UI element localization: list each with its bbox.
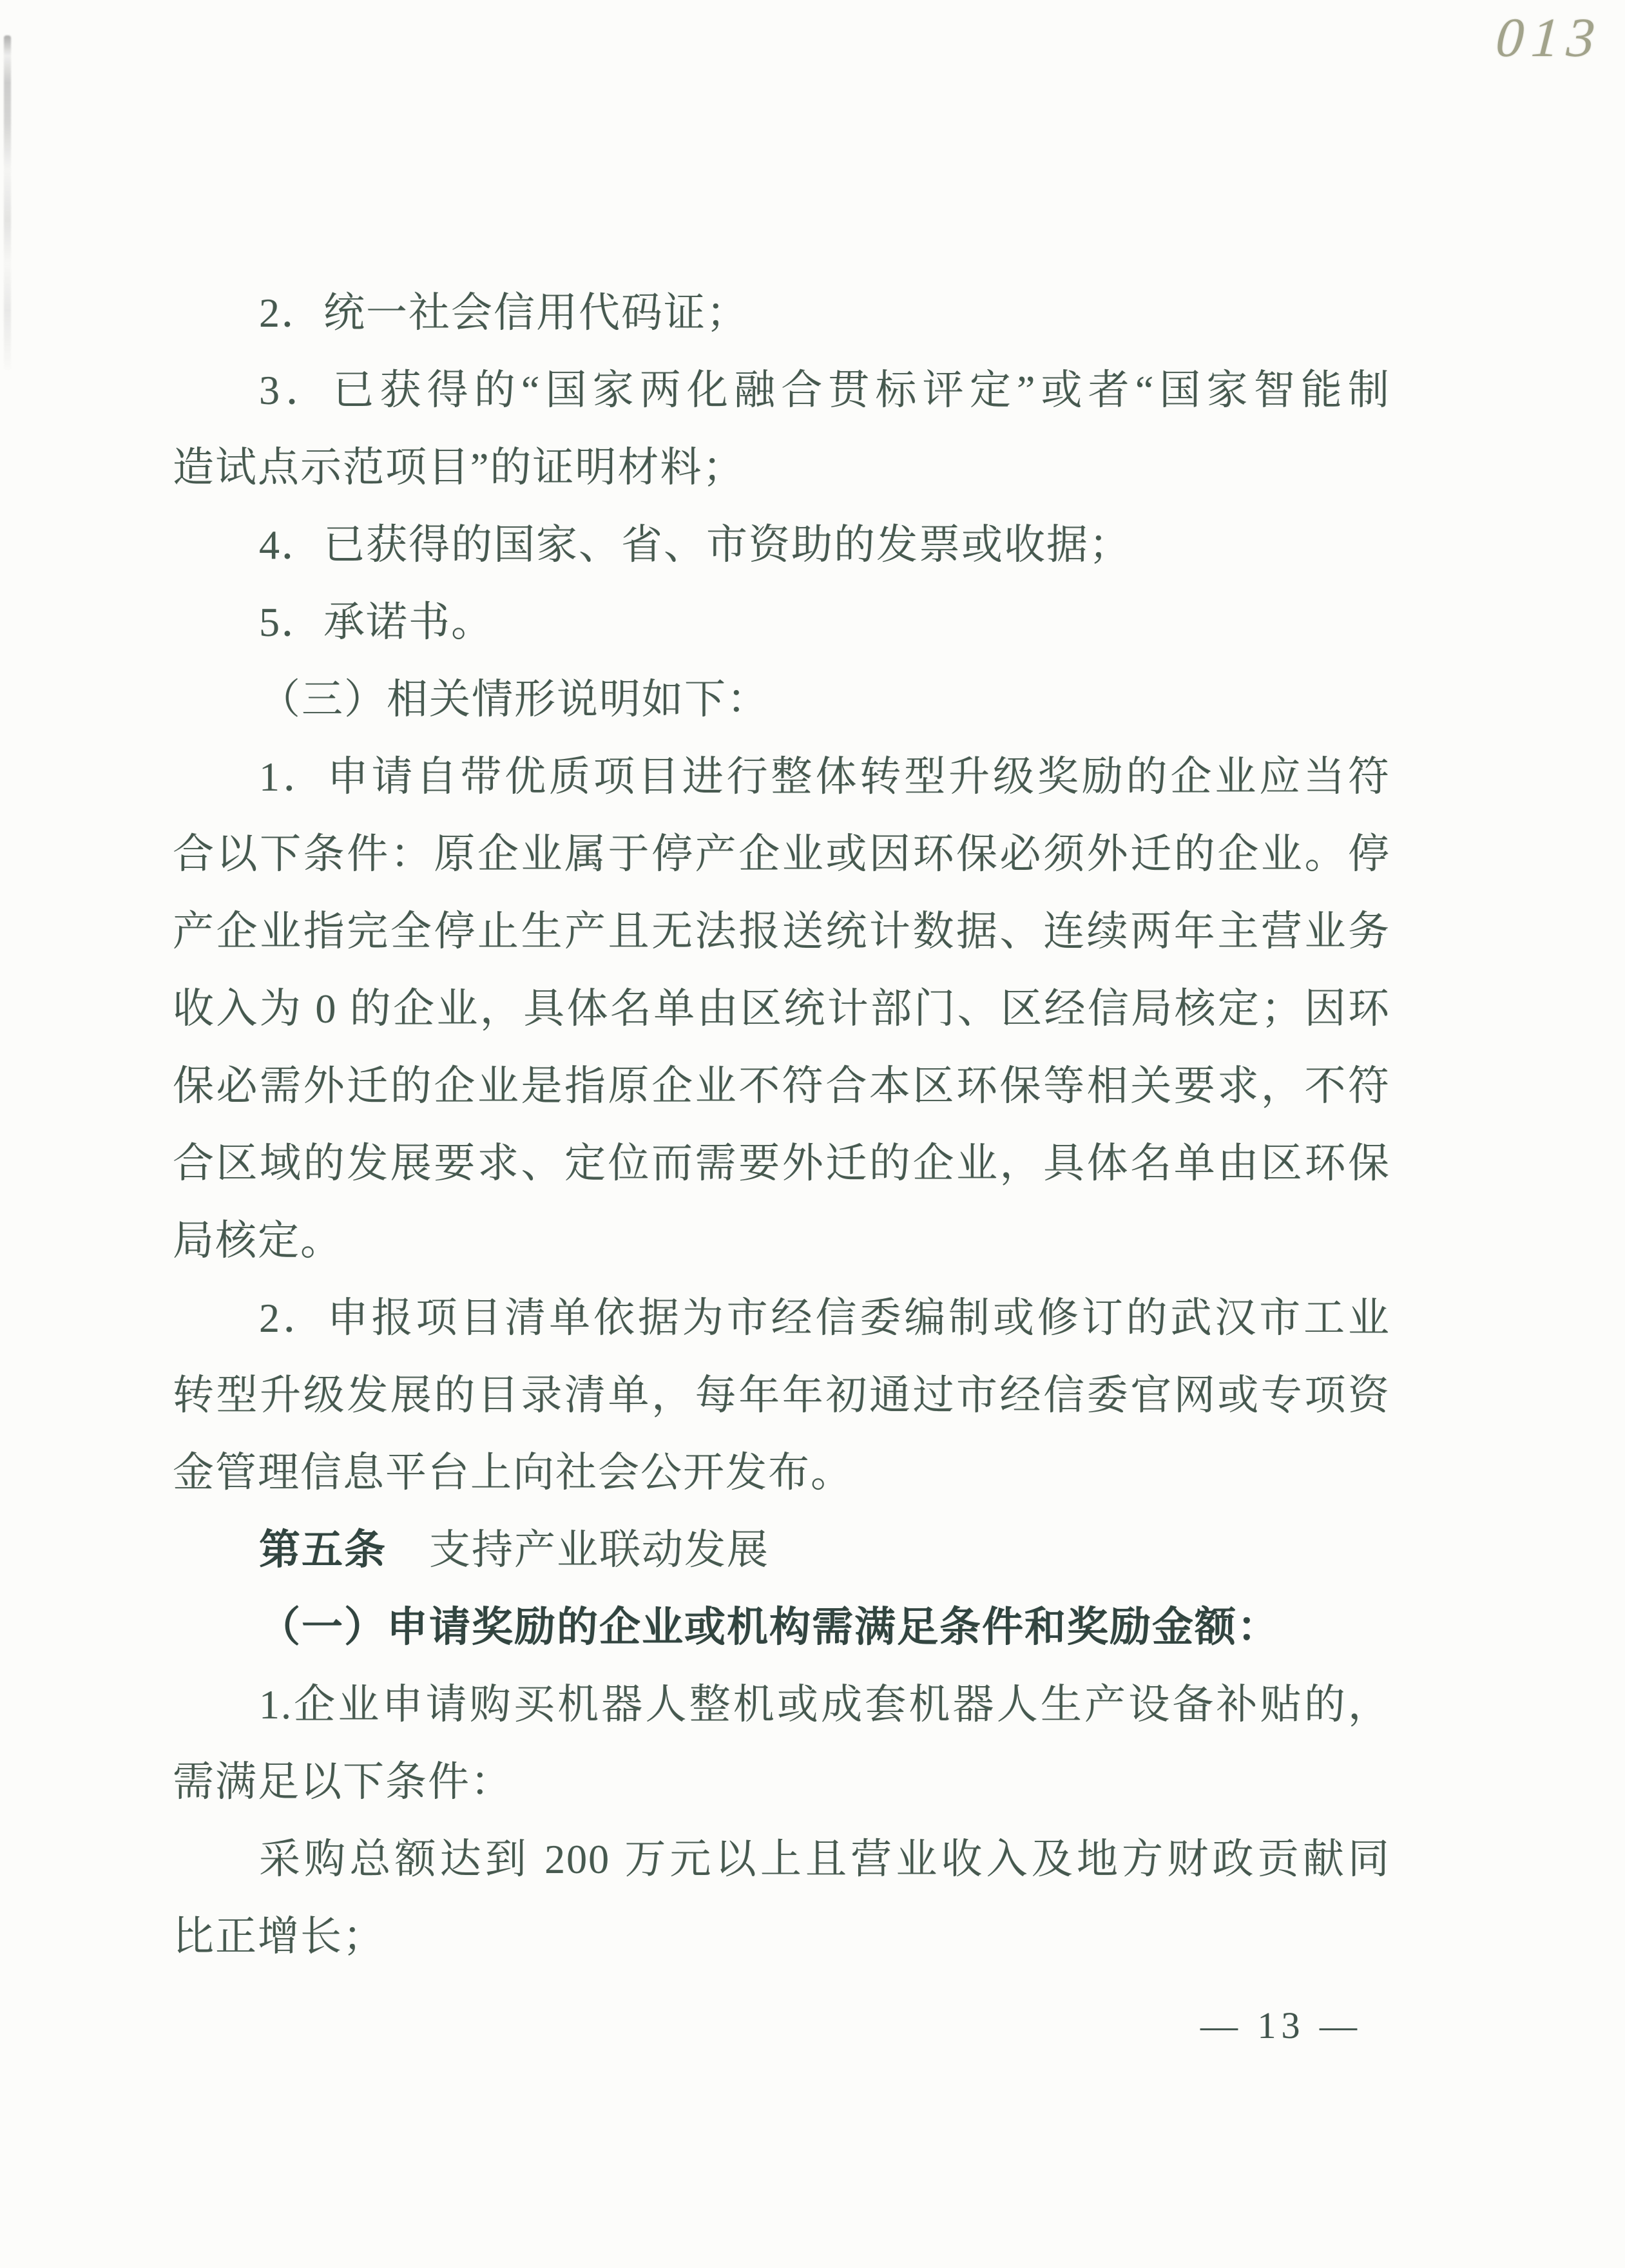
text-line [173, 893, 1390, 970]
bold-heading-text: 第五条 [259, 1527, 387, 1573]
body-text: 合以下条件：原企业属于停产企业或因环保必须外迁的企业。停 [173, 831, 1390, 877]
body-text: 5．承诺书。 [259, 599, 494, 645]
text-line [173, 1125, 1390, 1202]
body-text: 收入为 0 的企业，具体名单由区统计部门、区经信局核定；因环 [173, 986, 1390, 1032]
text-line [173, 1821, 1390, 1898]
text-line [173, 584, 1390, 661]
body-text: 产企业指完全停止生产且无法报送统计数据、连续两年主营业务 [173, 908, 1390, 954]
body-text: （三）相关情形说明如下： [259, 677, 769, 722]
text-line [173, 1512, 1390, 1589]
body-text: 3．已获得的“国家两化融合贯标评定”或者“国家智能制 [259, 367, 1390, 413]
text-line [173, 661, 1390, 738]
text-line [173, 1048, 1390, 1125]
text-line [173, 970, 1390, 1048]
text-line [173, 1744, 1390, 1821]
text-line [173, 1434, 1390, 1512]
body-text: 转型升级发展的目录清单，每年年初通过市经信委官网或专项资 [173, 1372, 1390, 1418]
text-line [173, 352, 1390, 429]
body-text: 局核定。 [173, 1218, 343, 1264]
text-line [173, 1202, 1390, 1280]
text-line [173, 1898, 1390, 1975]
body-text: 比正增长； [173, 1914, 385, 1959]
document-body [173, 274, 1390, 1975]
page-stamp-number: 013 [1494, 6, 1605, 68]
bold-heading-text: （一）申请奖励的企业或机构需满足条件和奖励金额： [259, 1604, 1280, 1650]
text-line [173, 816, 1390, 893]
page-footer: — 13 — [1200, 2004, 1362, 2046]
text-line [173, 1357, 1390, 1434]
text-line [173, 1589, 1390, 1666]
body-text: 1．申请自带优质项目进行整体转型升级奖励的企业应当符 [259, 754, 1390, 800]
body-text: 采购总额达到 200 万元以上且营业收入及地方财政贡献同 [259, 1836, 1390, 1882]
body-text: 支持产业联动发展 [387, 1527, 769, 1573]
text-line [173, 274, 1390, 352]
body-text: 造试点示范项目”的证明材料； [173, 445, 745, 490]
text-line [173, 738, 1390, 816]
body-text: 2．统一社会信用代码证； [259, 290, 749, 336]
body-text: 4．已获得的国家、省、市资助的发票或收据； [259, 522, 1131, 568]
body-text: 1.企业申请购买机器人整机或成套机器人生产设备补贴的， [259, 1682, 1390, 1727]
text-line [173, 429, 1390, 506]
body-text: 金管理信息平台上向社会公开发布。 [173, 1450, 853, 1495]
text-line [173, 1280, 1390, 1357]
body-text: 需满足以下条件： [173, 1759, 513, 1805]
text-line [173, 506, 1390, 584]
scan-artifact-streak [4, 35, 11, 370]
text-line [173, 1666, 1390, 1744]
body-text: 保必需外迁的企业是指原企业不符合本区环保等相关要求，不符 [173, 1063, 1390, 1109]
body-text: 合区域的发展要求、定位而需要外迁的企业，具体名单由区环保 [173, 1140, 1390, 1186]
body-text: 2．申报项目清单依据为市经信委编制或修订的武汉市工业 [259, 1295, 1390, 1341]
